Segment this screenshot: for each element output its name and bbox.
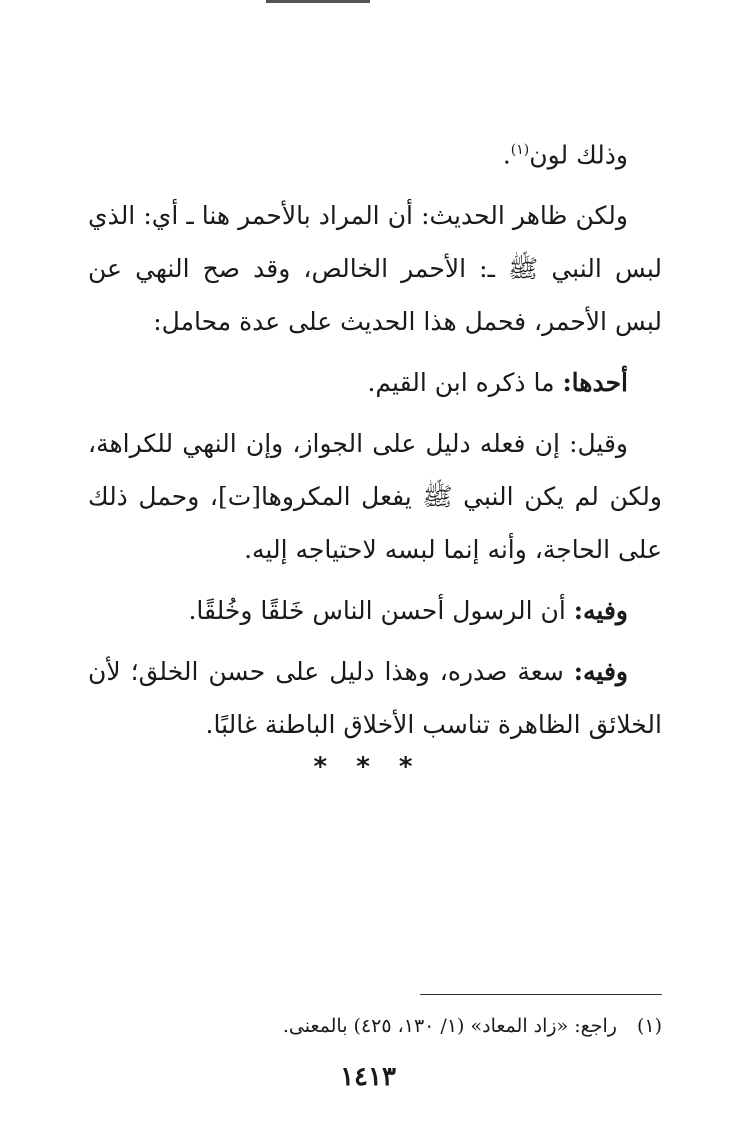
- paragraph-1-end: .: [502, 140, 511, 170]
- paragraph-6: [88, 645, 662, 751]
- paragraph-1-text: وذلك لون: [529, 140, 628, 170]
- paragraph-3: [88, 356, 662, 409]
- top-rule: [266, 0, 370, 3]
- footnote: [88, 1008, 662, 1044]
- paragraph-5: [88, 584, 662, 637]
- paragraph-1: [88, 124, 662, 181]
- paragraph-6-lead: وفيه:: [573, 657, 628, 687]
- footnote-reference[interactable]: (١): [510, 142, 530, 158]
- paragraph-6-text: سعة صدره، وهذا دليل على حسن الخلق؛ لأن الخلائق الظاهرة تناسب الأخلاق الباطنة غالبًا.: [88, 657, 662, 740]
- paragraph-5-text: أن الرسول أحسن الناس خَلقًا وخُلقًا.: [188, 596, 574, 626]
- paragraph-3-lead: أحدها:: [562, 368, 628, 398]
- footnote-text: راجع: «زاد المعاد» (١/ ١٣٠، ٤٢٥) بالمعنى.: [282, 1015, 617, 1037]
- paragraph-5-lead: وفيه:: [573, 596, 628, 626]
- footnote-rule: [420, 994, 662, 995]
- paragraph-4: وقيل: إن فعله دليل على الجواز، وإن النهي للكراهة، ولكن لم يكن النبي ﷺ يفعل المكروها[ت]، وحمل ذلك على الحاجة، وأنه إنما لبسه لاحتياجه إليه.: [88, 429, 662, 565]
- paragraph-2: ولكن ظاهر الحديث: أن المراد بالأحمر هنا ـ أي: الذي لبس النبي ﷺ ـ: الأحمر الخالص، وقد صح النهي عن لبس الأحمر، فحمل هذا الحديث على عدة محامل:: [88, 201, 662, 337]
- footnote-number: (١): [636, 1015, 662, 1037]
- main-text: [88, 124, 662, 759]
- page-number: ١٤١٣: [340, 1062, 396, 1092]
- section-separator: * * *: [313, 752, 423, 782]
- paragraph-3-text: ما ذكره ابن القيم.: [367, 368, 563, 398]
